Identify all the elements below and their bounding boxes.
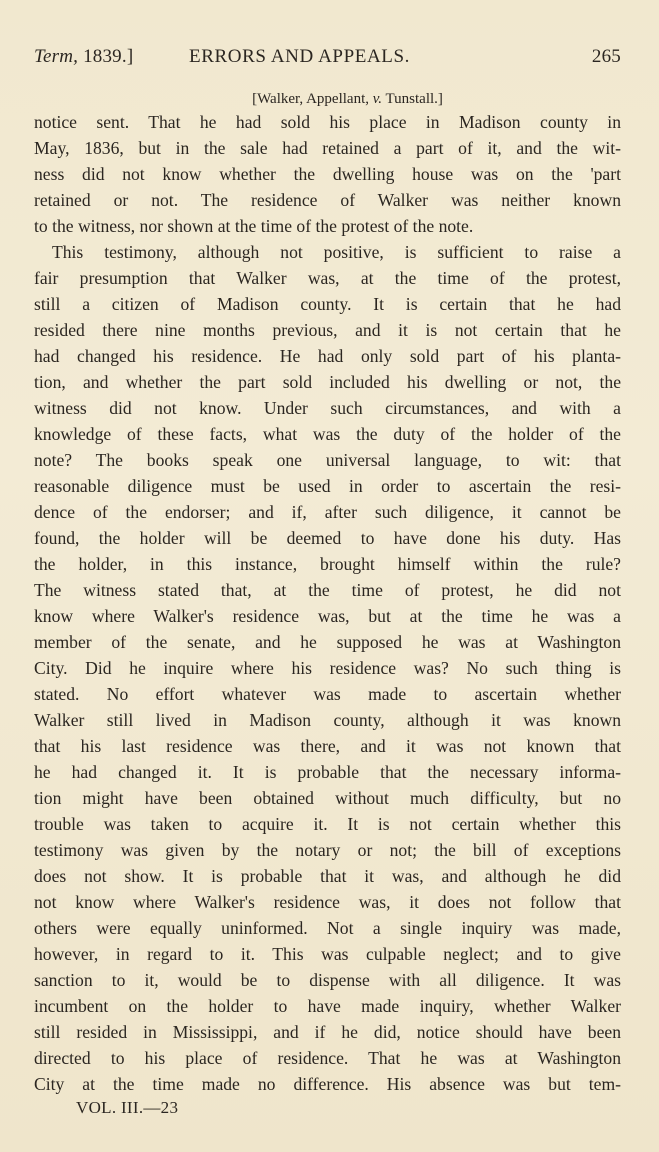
text-line: had changed his residence. He had only sold part of his planta- — [34, 346, 621, 366]
text-line: Walker still lived in Madison county, although it was known — [34, 710, 621, 730]
text-line: City. Did he inquire where his residence was? No such thing is — [34, 658, 621, 678]
text-line: that his last residence was there, and it was not known that — [34, 736, 621, 756]
text-line: he had changed it. It is probable that the necessary informa- — [34, 762, 621, 782]
text-line: know where Walker's residence was, but at the time he was a — [34, 606, 621, 626]
text-line: sanction to it, would be to dispense with all diligence. It was — [34, 970, 621, 990]
text-line: to the witness, nor shown at the time of the protest of the note. — [34, 216, 474, 236]
text-line: retained or not. The residence of Walker was neither known — [34, 190, 621, 210]
text-line: the holder, in this instance, brought himself within the rule? — [34, 554, 621, 574]
body-text — [34, 109, 621, 1097]
running-title: ERRORS AND APPEALS. — [189, 46, 410, 67]
term-label: Term, — [34, 46, 79, 67]
text-line: reasonable diligence must be used in order to ascertain the resi- — [34, 476, 621, 496]
text-line: City at the time made no difference. His absence was but tem- — [34, 1074, 621, 1094]
page-number: 265 — [591, 46, 621, 67]
text-line: tion might have been obtained without much difficulty, but no — [34, 788, 621, 808]
volume-signature: VOL. III.—23 — [76, 1098, 179, 1117]
text-line: trouble was taken to acquire it. It is not certain whether this — [34, 814, 621, 834]
text-line: still a citizen of Madison county. It is certain that he had — [34, 294, 621, 314]
text-line: testimony was given by the notary or not; the bill of exceptions — [34, 840, 621, 860]
text-line: note? The books speak one universal language, to wit: that — [34, 450, 621, 470]
text-line: incumbent on the holder to have made inquiry, whether Walker — [34, 996, 621, 1016]
text-line: directed to his place of residence. That he was at Washington — [34, 1048, 621, 1068]
text-line: notice sent. That he had sold his place in Madison county in — [34, 112, 621, 132]
term-year — [34, 46, 133, 68]
text-line: dence of the endorser; and if, after such diligence, it cannot be — [34, 502, 621, 522]
running-head — [34, 46, 621, 72]
text-line: ness did not know whether the dwelling house was on the 'part — [34, 164, 621, 184]
text-line: others were equally uninformed. Not a single inquiry was made, — [34, 918, 621, 938]
text-line: resided there nine months previous, and it is not certain that he — [34, 320, 621, 340]
text-line: found, the holder will be deemed to have done his duty. Has — [34, 528, 621, 548]
text-line: This testimony, although not positive, is sufficient to raise a — [52, 242, 621, 262]
text-line: does not show. It is probable that it was, and although he did — [34, 866, 621, 886]
text-line: member of the senate, and he supposed he was at Washington — [34, 632, 621, 652]
text-line: however, in regard to it. This was culpable neglect; and to give — [34, 944, 621, 964]
text-line: stated. No effort whatever was made to ascertain whether — [34, 684, 621, 704]
text-line: The witness stated that, at the time of protest, he did not — [34, 580, 621, 600]
text-line: tion, and whether the part sold included his dwelling or not, the — [34, 372, 621, 392]
text-line: witness did not know. Under such circumstances, and with a — [34, 398, 621, 418]
year-label: 1839.] — [78, 46, 134, 67]
text-line: not know where Walker's residence was, it does not follow that — [34, 892, 621, 912]
text-line: still resided in Mississippi, and if he did, notice should have been — [34, 1022, 621, 1042]
case-caption: [Walker, Appellant, v. Tunstall.] — [252, 91, 443, 107]
text-line: May, 1836, but in the sale had retained a part of it, and the wit- — [34, 138, 621, 158]
text-line: fair presumption that Walker was, at the time of the protest, — [34, 268, 621, 288]
text-line: knowledge of these facts, what was the duty of the holder of the — [34, 424, 621, 444]
